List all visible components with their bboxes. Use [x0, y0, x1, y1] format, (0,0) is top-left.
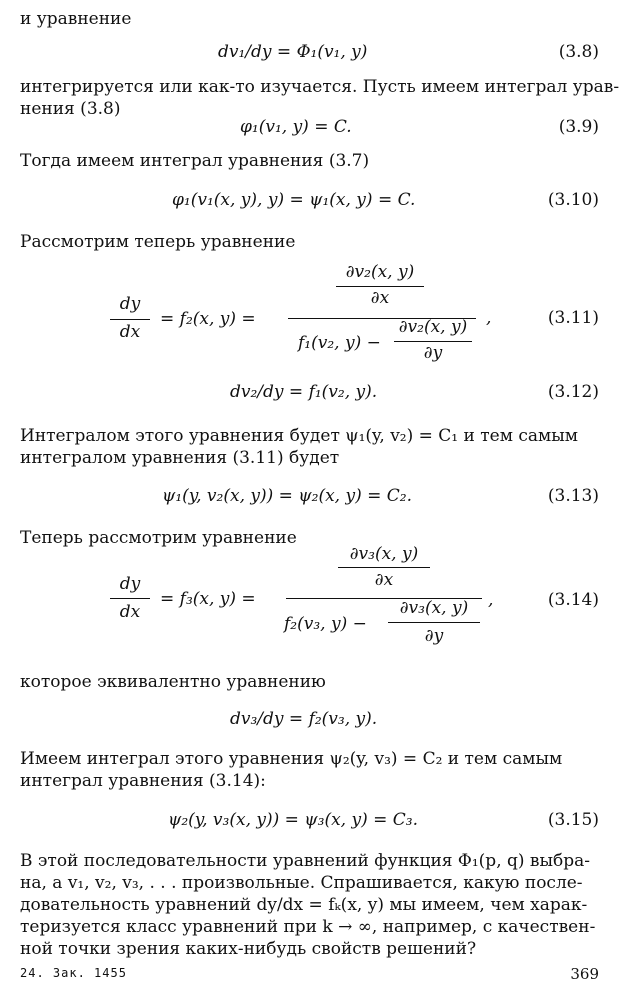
- text-line: Интегралом этого уравнения будет ψ₁(y, v₂) = C₁ и тем самым: [20, 426, 578, 446]
- fraction-denominator: ∂x: [370, 288, 390, 308]
- fraction-numerator: dy: [119, 294, 141, 314]
- fraction-denominator: dx: [119, 322, 141, 342]
- fraction-bar: [110, 598, 150, 599]
- equation-middle: = f₂(x, y) =: [160, 309, 256, 329]
- text-line: и уравнение: [20, 9, 132, 29]
- text-line: Тогда имеем интеграл уравнения (3.7): [20, 151, 370, 171]
- fraction-bar: [338, 567, 430, 568]
- paragraph-2: [20, 76, 619, 120]
- text-line: на, а v₁, v₂, v₃, . . . произвольные. Спрашивается, какую после-: [20, 873, 583, 893]
- text-line: нения (3.8): [20, 99, 121, 119]
- equation-number-3-9: (3.9): [558, 117, 599, 137]
- paragraph-6: [20, 527, 599, 549]
- equation-number-3-15: (3.15): [547, 810, 599, 830]
- text-line: интегралом уравнения (3.11) будет: [20, 448, 340, 468]
- fraction-denominator: dx: [119, 602, 141, 622]
- paragraph-3: [20, 150, 599, 172]
- text-line: которое эквивалентно уравнению: [20, 672, 326, 692]
- equation-number-3-10: (3.10): [547, 190, 599, 210]
- equation-3-9: φ₁(v₁, y) = C.: [240, 117, 352, 137]
- text-line: Теперь рассмотрим уравнение: [20, 528, 297, 548]
- fraction-denominator: ∂y: [424, 626, 444, 646]
- text-line: ной точки зрения каких-нибудь свойств решений?: [20, 939, 477, 959]
- equation-number-3-8: (3.8): [558, 42, 599, 62]
- text-line: интегрируется или как-то изучается. Пусть имеем интеграл урав-: [20, 77, 619, 97]
- paragraph-8: [20, 748, 599, 792]
- comma: ,: [488, 590, 494, 610]
- equation-3-15: ψ₂(y, v₃(x, y)) = ψ₃(x, y) = C₃.: [168, 810, 418, 830]
- text-line: Рассмотрим теперь уравнение: [20, 232, 296, 252]
- equation-number-3-13: (3.13): [547, 486, 599, 506]
- equation-middle: = f₃(x, y) =: [160, 589, 256, 609]
- paragraph-4: [20, 231, 599, 253]
- fraction-bar: [110, 319, 150, 320]
- fraction-bar: [336, 286, 424, 287]
- comma: ,: [486, 308, 492, 328]
- equation-number-3-12: (3.12): [547, 382, 599, 402]
- equation-number-3-11: (3.11): [547, 308, 599, 328]
- paragraph-9: [20, 850, 599, 960]
- equation-number-3-14: (3.14): [547, 590, 599, 610]
- fraction-numerator: ∂v₃(x, y): [349, 544, 419, 564]
- text-line: интеграл уравнения (3.14):: [20, 771, 266, 791]
- fraction-denominator: ∂y: [423, 343, 443, 363]
- equation-3-13: ψ₁(y, v₂(x, y)) = ψ₂(x, y) = C₂.: [162, 486, 412, 506]
- paragraph-intro: [20, 8, 599, 30]
- page-number: 369: [570, 965, 599, 983]
- equation-unnumbered: dv₃/dy = f₂(v₃, y).: [230, 709, 378, 729]
- fraction-bar: [388, 622, 480, 623]
- paragraph-5: [20, 425, 599, 469]
- text-line: довательность уравнений dy/dx = fₖ(x, y) мы имеем, чем харак-: [20, 895, 588, 915]
- fraction-bar: [394, 341, 472, 342]
- fraction-numerator: ∂v₃(x, y): [399, 598, 469, 618]
- printer-signature: 24. Зак. 1455: [20, 966, 127, 980]
- fraction-denominator: ∂x: [374, 570, 394, 590]
- text-line: В этой последовательности уравнений функция Φ₁(p, q) выбра-: [20, 851, 591, 871]
- equation-3-8: dv₁/dy = Φ₁(v₁, y): [218, 42, 368, 62]
- fraction-numerator: ∂v₂(x, y): [345, 262, 415, 282]
- equation-3-10: φ₁(v₁(x, y), y) = ψ₁(x, y) = C.: [172, 190, 416, 210]
- text-line: Имеем интеграл этого уравнения ψ₂(y, v₃) = C₂ и тем самым: [20, 749, 563, 769]
- denominator-term: f₂(v₃, y) −: [284, 614, 367, 634]
- paragraph-7: [20, 671, 599, 693]
- denominator-term: f₁(v₂, y) −: [298, 333, 381, 353]
- equation-3-12: dv₂/dy = f₁(v₂, y).: [230, 382, 378, 402]
- fraction-numerator: dy: [119, 574, 141, 594]
- text-line: теризуется класс уравнений при k → ∞, например, с качествен-: [20, 917, 596, 937]
- fraction-numerator: ∂v₂(x, y): [398, 317, 468, 337]
